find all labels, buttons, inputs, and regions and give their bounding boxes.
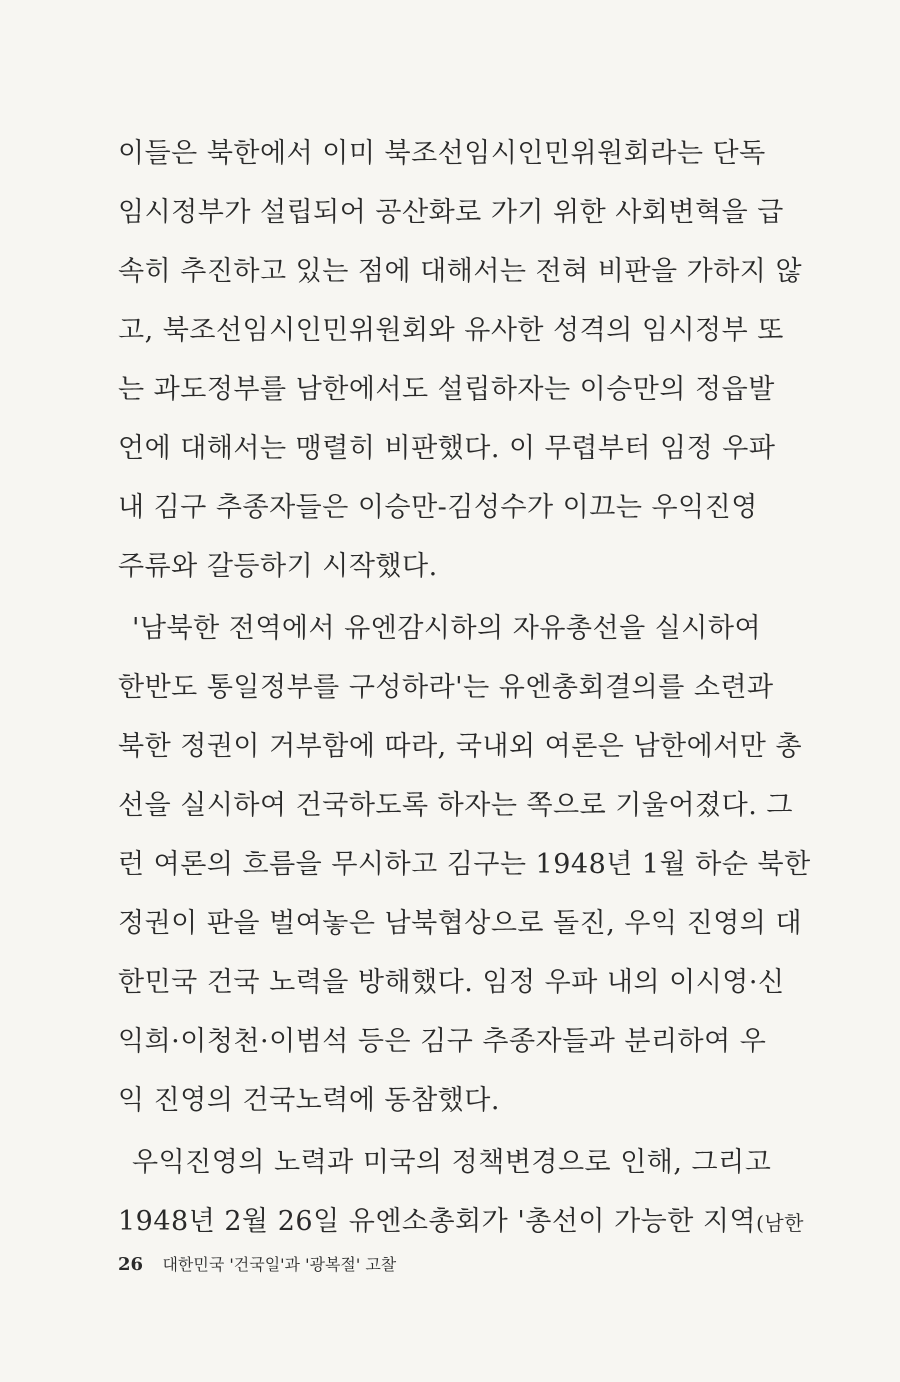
text-line: 우익진영의 노력과 미국의 정책변경으로 인해, 그리고 xyxy=(132,1147,772,1178)
body-text xyxy=(118,124,811,1251)
text-line-main: 1948년 2월 26일 유엔소총회가 '총선이 가능한 지역 xyxy=(118,1206,757,1237)
text-line: '남북한 전역에서 유엔감시하의 자유총선을 실시하여 xyxy=(132,613,762,644)
text-line-with-small xyxy=(118,1192,805,1251)
page-footer xyxy=(118,1252,396,1275)
page-number: 26 xyxy=(118,1254,144,1275)
text-line: 익희·이청천·이범석 등은 김구 추종자들과 분리하여 우 xyxy=(118,1026,767,1057)
text-line: 이들은 북한에서 이미 북조선임시인민위원회라는 단독 xyxy=(118,138,766,169)
text-line: 주류와 갈등하기 시작했다. xyxy=(118,551,438,582)
running-title: 대한민국 '건국일'과 '광복절' 고찰 xyxy=(162,1255,397,1274)
text-line: 선을 실시하여 건국하도록 하자는 쪽으로 기울어졌다. 그 xyxy=(118,790,793,821)
text-line: 는 과도정부를 남한에서도 설립하자는 이승만의 정읍발 xyxy=(118,374,775,405)
text-line-small-suffix: (남한 xyxy=(756,1211,805,1235)
text-line: 임시정부가 설립되어 공산화로 가기 위한 사회변혁을 급 xyxy=(118,197,784,228)
paragraph xyxy=(118,124,803,596)
text-line: 한민국 건국 노력을 방해했다. 임정 우파 내의 이시영·신 xyxy=(118,967,785,998)
paragraph xyxy=(118,599,811,1130)
text-line: 익 진영의 건국노력에 동참했다. xyxy=(118,1085,500,1116)
text-line: 내 김구 추종자들은 이승만-김성수가 이끄는 우익진영 xyxy=(118,492,758,523)
paragraph xyxy=(118,1133,805,1251)
text-line: 속히 추진하고 있는 점에 대해서는 전혀 비판을 가하지 않 xyxy=(118,256,803,287)
text-line: 한반도 통일정부를 구성하라'는 유엔총회결의를 소련과 xyxy=(118,672,774,703)
text-line: 정권이 판을 벌여놓은 남북협상으로 돌진, 우익 진영의 대 xyxy=(118,908,803,939)
text-line: 런 여론의 흐름을 무시하고 김구는 1948년 1월 하순 북한 xyxy=(118,849,811,880)
text-line: 북한 정권이 거부함에 따라, 국내외 여론은 남한에서만 총 xyxy=(118,731,803,762)
text-line: 고, 북조선임시인민위원회와 유사한 성격의 임시정부 또 xyxy=(118,315,784,346)
text-line: 언에 대해서는 맹렬히 비판했다. 이 무렵부터 임정 우파 xyxy=(118,433,776,464)
